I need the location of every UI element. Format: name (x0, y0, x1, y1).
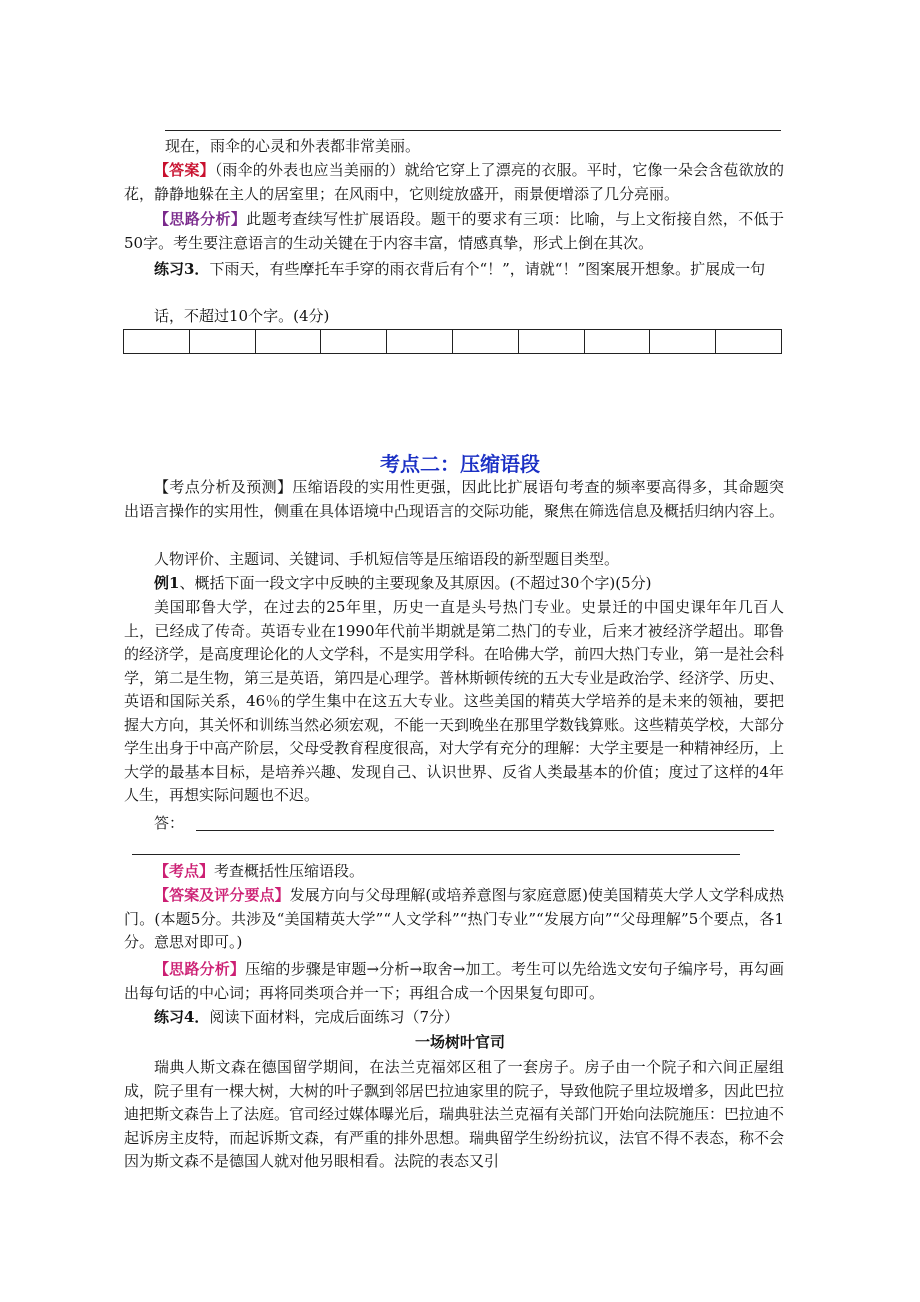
grid-cell[interactable] (716, 330, 782, 354)
point-label: 【考点】 (154, 862, 215, 880)
passage: 美国耶鲁大学，在过去的25年里，历史一直是头号热门专业。史景迁的中国史课年年几百人上，已经成了传奇。英语专业在1990年代前半期就是第二热门的专业，后来才被经济学超出。耶鲁的经济学，是高度理论化的人文学科，不是实用学科。在哈佛大学，前四大热门专业，第一是社会科学，第二是生物，第三是英语，第四是心理学。普林斯顿传统的五大专业是政治学、经济学、历史、英语和国际关系，46％的学生集中在这五大专业。这些美国的精英大学培养的是未来的领袖，要把握大方向，其关怀和训练当然必须宏观，不能一天到晚坐在那里学数钱算账。这些精英学校，大部分学生出身于中高产阶层，父母受教育程度很高，对大学有充分的理解：大学主要是一种精神经历，上大学的最基本目标，是培养兴趣、发现自己、认识世界、反省人类最基本的价值；度过了这样的4年人生，再想实际问题也不迟。 (124, 598, 785, 804)
grid-cell[interactable] (387, 330, 453, 354)
exercise-4: 练习4．阅读下面材料，完成后面练习（7分） (154, 1008, 459, 1026)
exercise-3-label: 练习3． (154, 260, 210, 278)
analysis-2-label: 【思路分析】 (154, 960, 246, 978)
intro-paragraph: 【考点分析及预测】压缩语段的实用性更强，因此比扩展语句考查的频率要高得多，其命题突出语言操作的实用性，侧重在具体语境中凸现语言的交际功能，聚焦在筛选信息及概括归纳内容上。 (124, 478, 785, 520)
answer-line-top (165, 130, 781, 131)
story-title: 一场树叶官司 (414, 1033, 505, 1051)
grid-cell[interactable] (124, 330, 190, 354)
answer-prompt: 答： (154, 814, 185, 832)
answer-line-1[interactable] (196, 830, 774, 831)
answer-line-2[interactable] (132, 854, 740, 855)
answer-paragraph: 【答案】（雨伞的外表也应当美丽的）就给它穿上了漂亮的衣服。平时，它像一朵会含苞欲放的花，静静地躲在主人的居室里；在风雨中，它则绽放盛开，雨景便增添了几分亮丽。 (124, 161, 784, 203)
analysis-label: 【思路分析】 (154, 210, 247, 228)
answer-label: 【答案】 (154, 161, 215, 179)
new-types-line: 人物评价、主题词、关键词、手机短信等是压缩语段的新型题目类型。 (154, 550, 620, 568)
example-1-label: 例1 (154, 574, 180, 592)
exercise-4-label: 练习4． (154, 1008, 210, 1026)
exercise-3: 练习3．下雨天，有些摩托车手穿的雨衣背后有个“！”，请就“！”图案展开想象。扩展成一句 (154, 260, 766, 278)
exercise-3-continuation: 话，不超过10个字。(4分) (154, 307, 330, 325)
answer-grid (123, 329, 782, 354)
analysis-2-paragraph: 【思路分析】压缩的步骤是审题→分析→取舍→加工。考生可以先给选文安句子编序号，再勾画出每句话的中心词；再将同类项合并一下；再组合成一个因果复句即可。 (124, 960, 784, 1002)
grid-cell[interactable] (189, 330, 255, 354)
analysis-paragraph: 【思路分析】此题考查续写性扩展语段。题干的要求有三项：比喻，与上文衔接自然，不低于50字。考生要注意语言的生动关键在于内容丰富，情感真挚，形式上倒在其次。 (124, 210, 784, 252)
section-heading: 考点二：压缩语段 (380, 452, 540, 476)
grid-cell[interactable] (518, 330, 584, 354)
grid-cell[interactable] (584, 330, 650, 354)
example-1: 例1、概括下面一段文字中反映的主要现象及其原因。(不超过30个字)(5分) (154, 574, 652, 592)
grid-cell[interactable] (452, 330, 518, 354)
scoring-label: 【答案及评分要点】 (154, 886, 290, 904)
scoring-paragraph: 【答案及评分要点】发展方向与父母理解(或培养意图与家庭意愿)使美国精英大学人文学科成热门。(本题5分。共涉及“美国精英大学”“人文学科”“热门专业”“发展方向”“父母理解”5个要点，各1分。意思对即可。) (124, 886, 784, 951)
grid-cell[interactable] (255, 330, 321, 354)
point-paragraph: 【考点】考查概括性压缩语段。 (154, 862, 365, 880)
intro-label: 【考点分析及预测】 (154, 478, 293, 496)
grid-cell[interactable] (650, 330, 716, 354)
continuation-line: 现在，雨伞的心灵和外表都非常美丽。 (165, 137, 421, 155)
grid-cell[interactable] (321, 330, 387, 354)
story-paragraph: 瑞典人斯文森在德国留学期间，在法兰克福郊区租了一套房子。房子由一个院子和六间正屋组成，院子里有一棵大树，大树的叶子飘到邻居巴拉迪家里的院子，导致他院子里垃圾增多，因此巴拉迪把斯文森告上了法庭。官司经过媒体曝光后，瑞典驻法兰克福有关部门开始向法院施压：巴拉迪不起诉房主皮特，而起诉斯文森，有严重的排外思想。瑞典留学生纷纷抗议，法官不得不表态，称不会因为斯文森不是德国人就对他另眼相看。法院的表态又引 (124, 1058, 785, 1170)
